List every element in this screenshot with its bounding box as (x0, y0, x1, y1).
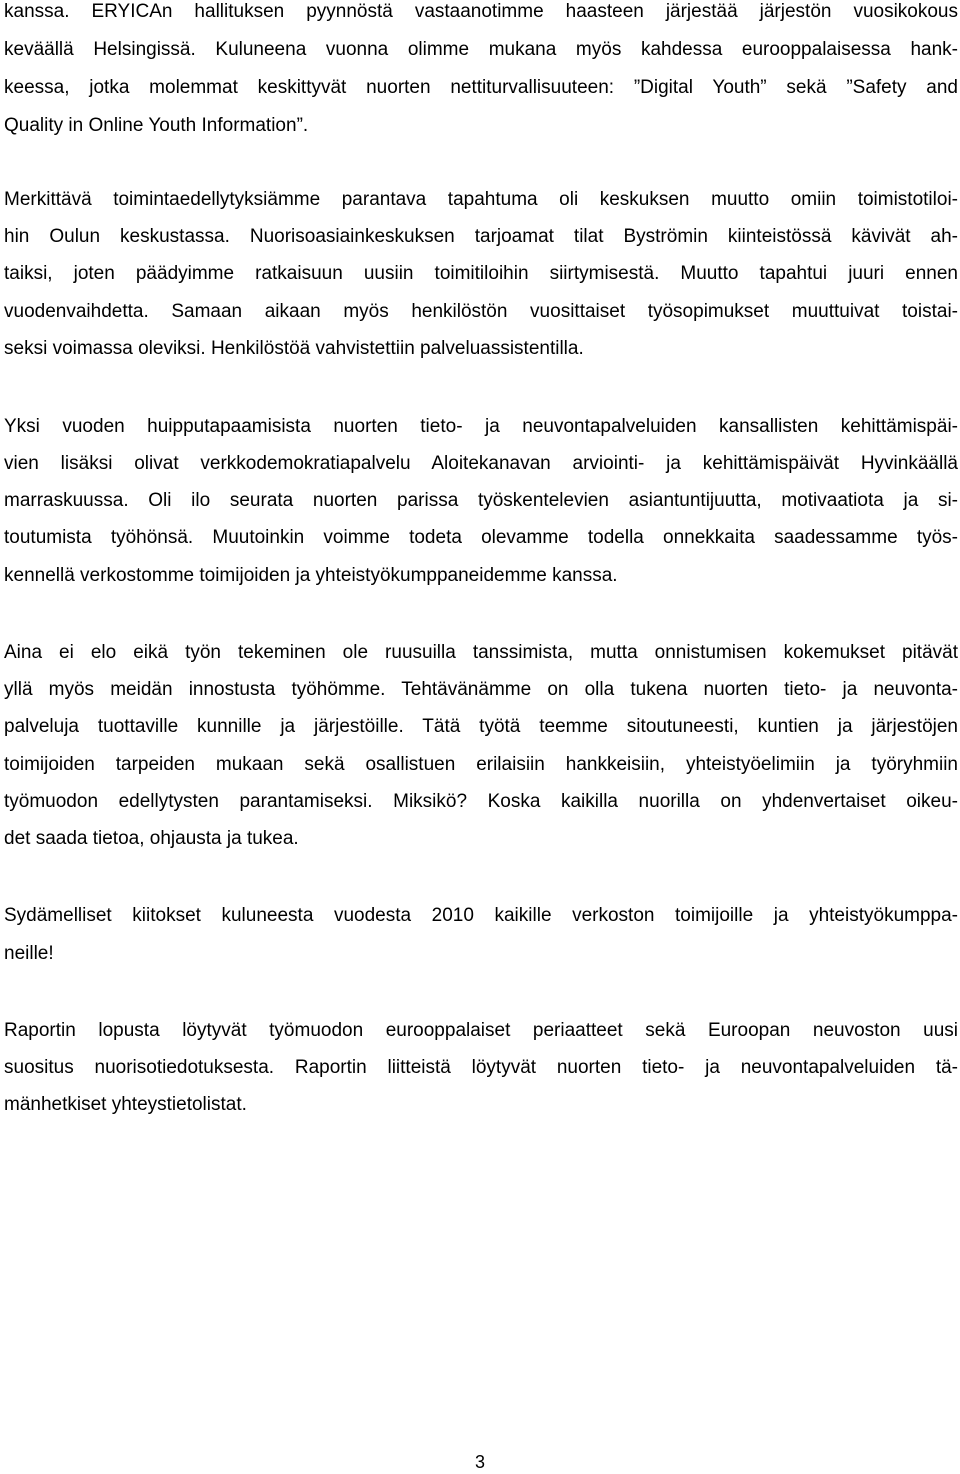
text-line: Aina ei elo eikä työn tekeminen ole ruusuilla tanssimista, mutta onnistumisen kokemukset pitävät (4, 642, 958, 663)
text-line: toutumista työhönsä. Muutoinkin voimme todeta olevamme todella onnekkaita saadessamme työs- (4, 527, 958, 548)
text-line: palveluja tuottaville kunnille ja järjestöille. Tätä työtä teemme sitoutuneesti, kuntien ja järjestöjen (4, 716, 958, 737)
text-line: seksi voimassa oleviksi. Henkilöstöä vahvistettiin palveluassistentilla. (4, 338, 584, 359)
text-line: vien lisäksi olivat verkkodemokratiapalvelu Aloitekanavan arviointi- ja kehittämispäivät Hyvinkäällä (4, 453, 958, 474)
text-line: suositus nuorisotiedotuksesta. Raportin liitteistä löytyvät nuorten tieto- ja neuvontapalveluiden tä- (4, 1057, 958, 1078)
text-line: taiksi, joten päädyimme ratkaisuun uusiin toimitiloihin siirtymisestä. Muutto tapahtui juuri ennen (4, 263, 958, 284)
text-line: toimijoiden tarpeiden mukaan sekä osallistuen erilaisiin hankkeisiin, yhteistyöelimiin ja työryhmiin (4, 754, 958, 775)
text-line: vuodenvaihdetta. Samaan aikaan myös henkilöstön vuosittaiset työsopimukset muuttuivat toistai- (4, 301, 958, 322)
text-line: Sydämelliset kiitokset kuluneesta vuodesta 2010 kaikille verkoston toimijoille ja yhteistyökumppa- (4, 905, 958, 926)
text-line: mänhetkiset yhteystietolistat. (4, 1094, 247, 1115)
text-line: Yksi vuoden huipputapaamisista nuorten tieto- ja neuvontapalveluiden kansallisten kehittämispäi- (4, 416, 958, 437)
page-number: 3 (474, 1452, 485, 1472)
text-line: keväällä Helsingissä. Kuluneena vuonna olimme mukana myös kahdessa eurooppalaisessa hank- (4, 39, 958, 60)
text-line: keessa, jotka molemmat keskittyvät nuorten nettiturvallisuuteen: ”Digital Youth” sekä ”Safety and (4, 77, 958, 98)
text-line: kanssa. ERYICAn hallituksen pyynnöstä vastaanotimme haasteen järjestää järjestön vuosikokous (4, 1, 958, 22)
text-line: Merkittävä toimintaedellytyksiämme parantava tapahtuma oli keskuksen muutto omiin toimistotiloi- (4, 189, 958, 210)
text-line: marraskuussa. Oli ilo seurata nuorten parissa työskentelevien asiantuntijuutta, motivaatiota ja si- (4, 490, 958, 511)
text-line: hin Oulun keskustassa. Nuorisoasiainkeskuksen tarjoamat tilat Byströmin kiinteistössä kävivät ah- (4, 226, 958, 247)
text-line: yllä myös meidän innostusta työhömme. Tehtävänämme on olla tukena nuorten tieto- ja neuvonta- (4, 679, 958, 700)
text-line: työmuodon edellytysten parantamiseksi. Miksikö? Koska kaikilla nuorilla on yhdenvertaiset oikeu- (4, 791, 958, 812)
text-line: det saada tietoa, ohjausta ja tukea. (4, 828, 299, 849)
text-line: neille! (4, 943, 54, 964)
text-line: Raportin lopusta löytyvät työmuodon eurooppalaiset periaatteet sekä Euroopan neuvoston uusi (4, 1020, 958, 1041)
text-line: Quality in Online Youth Information”. (4, 115, 309, 136)
text-line: kennellä verkostomme toimijoiden ja yhteistyökumppaneidemme kanssa. (4, 565, 618, 586)
